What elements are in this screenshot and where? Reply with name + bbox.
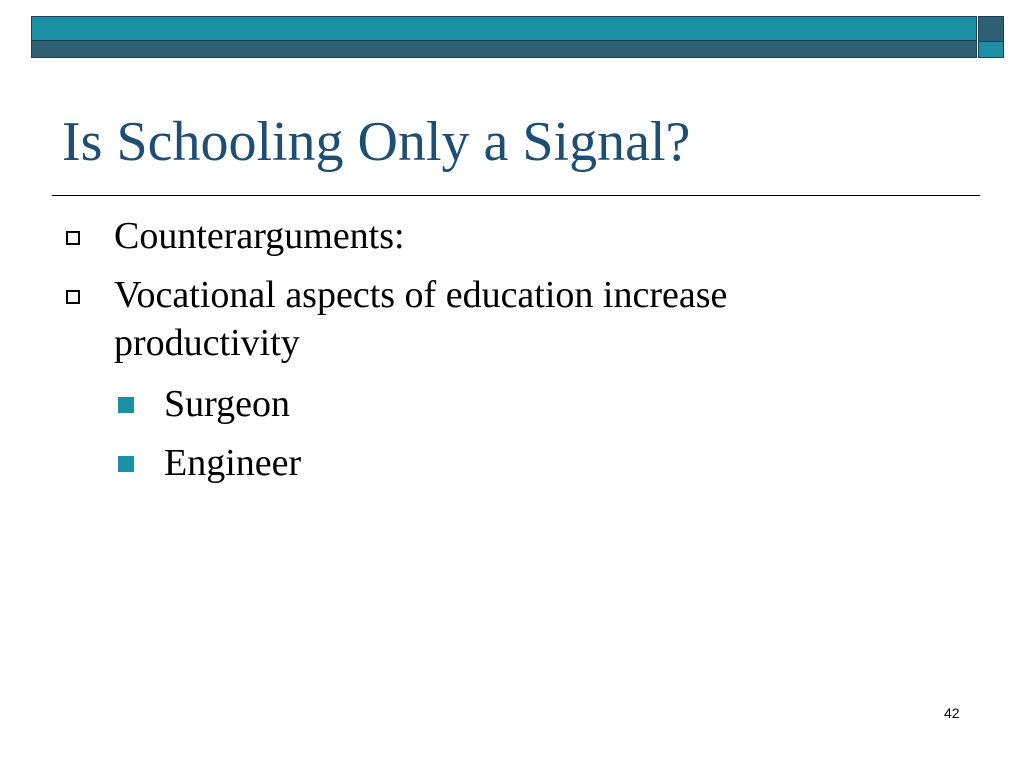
header-bar-bottom-stripe <box>31 41 977 58</box>
title-divider <box>52 195 980 196</box>
sub-bullet-item-surgeon: Surgeon <box>164 383 290 425</box>
hollow-square-bullet-icon <box>66 231 80 245</box>
bullet-item-vocational: Vocational aspects of education increase productivity <box>114 274 728 364</box>
filled-square-bullet-icon <box>118 456 134 472</box>
hollow-square-bullet-icon <box>66 290 80 304</box>
header-bar-top-stripe <box>31 16 977 41</box>
sub-bullet-item-engineer: Engineer <box>164 442 302 484</box>
header-corner-block-top <box>978 16 1004 42</box>
slide-title: Is Schooling Only a Signal? <box>62 111 691 173</box>
header-corner-block-bottom <box>978 42 1004 58</box>
slide-number: 42 <box>944 705 960 721</box>
bullet-item-counterarguments: Counterarguments: <box>114 215 405 257</box>
filled-square-bullet-icon <box>118 397 134 413</box>
